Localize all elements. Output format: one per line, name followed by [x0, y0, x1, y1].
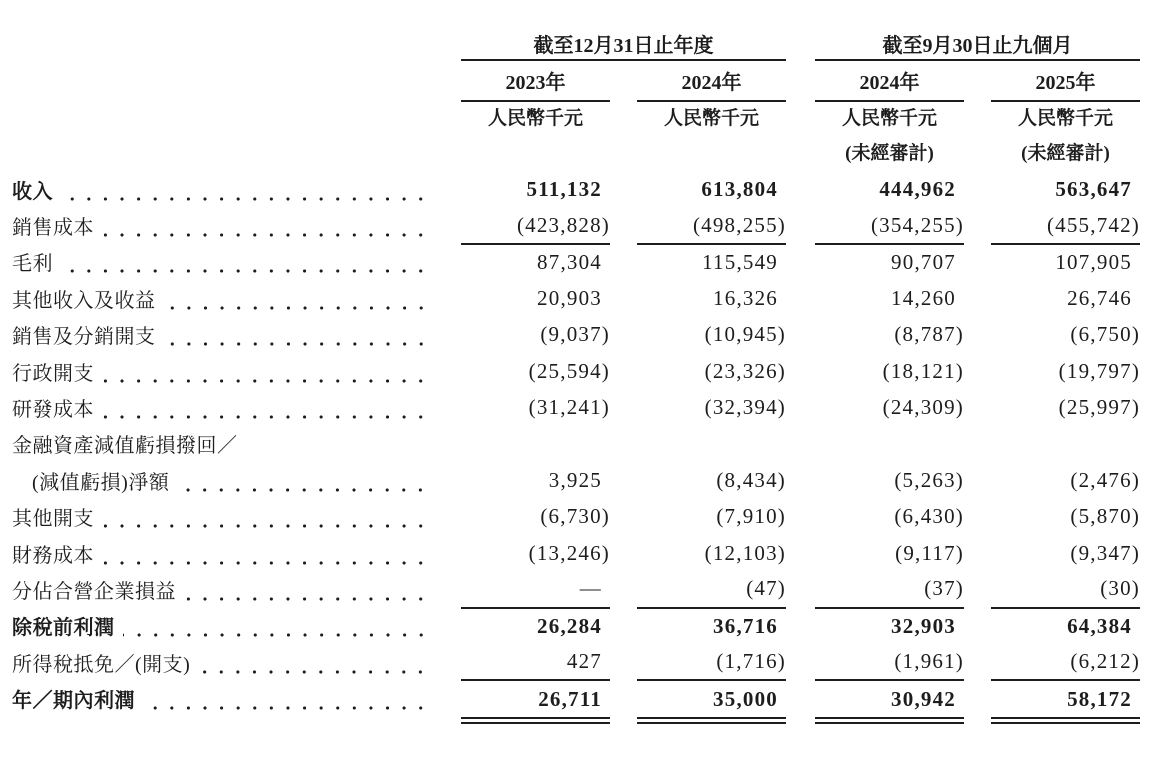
- dot-leader: [102, 379, 429, 383]
- cell-value: (18,121): [882, 358, 964, 383]
- period-group-nine-months: 截至9月30日止九個月: [815, 28, 1140, 60]
- period-group-annual: 截至12月31日止年度: [461, 28, 786, 60]
- unaudited-label: (未經審計): [845, 142, 934, 164]
- dot-leader: [61, 269, 429, 273]
- cell-value: (423,828): [516, 212, 610, 237]
- cell-value: (32,394): [704, 395, 786, 420]
- cell-value: (1,716): [716, 649, 786, 674]
- cell-value: 511,132: [526, 176, 602, 201]
- cell-value: 32,903: [891, 613, 956, 638]
- cell-value: (2,476): [1070, 467, 1141, 492]
- col-year-2024-9m: 2024年: [815, 60, 964, 101]
- dot-leader: [177, 488, 429, 492]
- unit-label: 人民幣千元: [841, 108, 937, 129]
- cell-value: (25,594): [528, 358, 610, 383]
- cell-value: (47): [746, 576, 786, 601]
- row-admin-expenses: [0, 353, 1160, 389]
- cell-value: 58,172: [1067, 686, 1133, 711]
- double-rule: [815, 717, 964, 725]
- cell-value: 107,905: [1055, 249, 1133, 274]
- row-label: 除稅前利潤: [12, 617, 115, 640]
- cell-value: (25,997): [1058, 395, 1141, 420]
- cell-value: (6,430): [894, 504, 964, 529]
- cell-value: 427: [566, 649, 602, 674]
- cell-value: 26,711: [538, 686, 602, 711]
- unit-label: 人民幣千元: [663, 108, 759, 129]
- cell-value: (30): [1100, 576, 1141, 601]
- cell-value: (9,117): [895, 540, 964, 565]
- row-label: 其他收入及收益: [12, 289, 156, 312]
- cell-value: (8,787): [894, 322, 964, 347]
- cell-value: 35,000: [713, 686, 778, 711]
- cell-value: 64,384: [1067, 613, 1133, 638]
- dot-leader: [164, 306, 430, 310]
- row-impairment-line2: [0, 462, 1160, 498]
- cell-value: 26,284: [537, 613, 602, 638]
- cell-value: 613,804: [701, 176, 778, 201]
- cell-value: 3,925: [548, 467, 602, 492]
- row-profit-for-period: [0, 680, 1160, 716]
- double-rule: [461, 717, 610, 725]
- cell-value: 87,304: [537, 249, 602, 274]
- period-group-header-row: [0, 28, 1160, 60]
- dot-leader: [123, 633, 430, 637]
- dot-leader: [184, 597, 429, 601]
- cell-value: 563,647: [1055, 176, 1133, 201]
- cell-value: 20,903: [537, 285, 602, 310]
- row-rd-costs: [0, 389, 1160, 425]
- col-year-2023: 2023年: [461, 60, 610, 101]
- dot-leader: [102, 233, 429, 237]
- dot-leader: [164, 342, 430, 346]
- cell-value: (37): [924, 576, 964, 601]
- cell-value: (6,750): [1070, 322, 1141, 347]
- cell-value: 115,549: [702, 249, 778, 274]
- cell-value: (5,263): [894, 467, 964, 492]
- cell-value: (7,910): [716, 504, 786, 529]
- dot-leader: [246, 451, 430, 455]
- row-label: 收入: [12, 180, 53, 203]
- row-income-tax: [0, 644, 1160, 680]
- cell-value: (6,212): [1070, 649, 1141, 674]
- double-rule: [637, 717, 786, 725]
- cell-value: (13,246): [528, 540, 610, 565]
- cell-value: (19,797): [1058, 358, 1141, 383]
- total-double-rule-row: [0, 717, 1160, 731]
- row-gross-profit: [0, 244, 1160, 280]
- cell-value: 26,746: [1067, 285, 1133, 310]
- row-label: 金融資產減值虧損撥回／: [12, 435, 238, 458]
- row-label: 所得稅抵免／(開支): [12, 653, 191, 676]
- cell-value: 30,942: [891, 686, 956, 711]
- cell-value: 90,707: [891, 249, 956, 274]
- cell-value: (498,255): [692, 212, 786, 237]
- row-label: 研發成本: [12, 399, 94, 422]
- cell-value: (31,241): [528, 395, 610, 420]
- unaudited-note-row: [0, 131, 1160, 171]
- row-impairment-line1: [0, 426, 1160, 462]
- cell-value: (1,961): [894, 649, 964, 674]
- row-selling-expenses: [0, 317, 1160, 353]
- row-other-income: [0, 280, 1160, 316]
- dot-leader: [102, 561, 429, 565]
- cell-value: 16,326: [713, 285, 778, 310]
- row-label: 其他開支: [12, 508, 94, 531]
- year-header-row: [0, 60, 1160, 101]
- cell-value: (24,309): [882, 395, 964, 420]
- cell-value: (9,347): [1070, 540, 1141, 565]
- unit-label: 人民幣千元: [1018, 108, 1114, 129]
- dot-leader: [198, 670, 429, 674]
- double-rule: [991, 717, 1140, 725]
- row-share-of-jv: [0, 571, 1160, 607]
- row-label: 毛利: [12, 253, 53, 276]
- row-label: 年／期內利潤: [12, 690, 135, 713]
- dot-leader: [102, 524, 429, 528]
- dot-leader: [102, 415, 429, 419]
- col-year-2025-9m: 2025年: [991, 60, 1140, 101]
- cell-value: (9,037): [540, 322, 610, 347]
- row-other-expenses: [0, 499, 1160, 535]
- currency-unit-row: [0, 101, 1160, 131]
- row-profit-before-tax: [0, 608, 1160, 644]
- cell-value: (6,730): [540, 504, 610, 529]
- cell-value: 36,716: [713, 613, 778, 638]
- row-label: 銷售成本: [12, 217, 94, 240]
- cell-value: (23,326): [704, 358, 786, 383]
- row-label: 分佔合營企業損益: [12, 580, 176, 603]
- row-label: 財務成本: [12, 544, 94, 567]
- income-statement-table: [0, 28, 1160, 731]
- cell-value: (10,945): [704, 322, 786, 347]
- dot-leader: [61, 197, 429, 201]
- unaudited-label: (未經審計): [1021, 142, 1110, 164]
- cell-value: —: [579, 576, 602, 601]
- cell-value: (5,870): [1070, 504, 1141, 529]
- cell-value: (12,103): [704, 540, 786, 565]
- row-cost-of-sales: [0, 207, 1160, 243]
- row-revenue: [0, 171, 1160, 207]
- row-label: 行政開支: [12, 362, 94, 385]
- row-label: (減值虧損)淨額: [32, 471, 170, 494]
- cell-value: 444,962: [879, 176, 956, 201]
- cell-value: (455,742): [1046, 212, 1141, 237]
- unit-label: 人民幣千元: [487, 108, 583, 129]
- row-finance-costs: [0, 535, 1160, 571]
- cell-value: 14,260: [891, 285, 956, 310]
- cell-value: (354,255): [870, 212, 964, 237]
- col-year-2024: 2024年: [637, 60, 786, 101]
- row-label: 銷售及分銷開支: [12, 326, 156, 349]
- cell-value: (8,434): [716, 467, 786, 492]
- dot-leader: [143, 706, 429, 710]
